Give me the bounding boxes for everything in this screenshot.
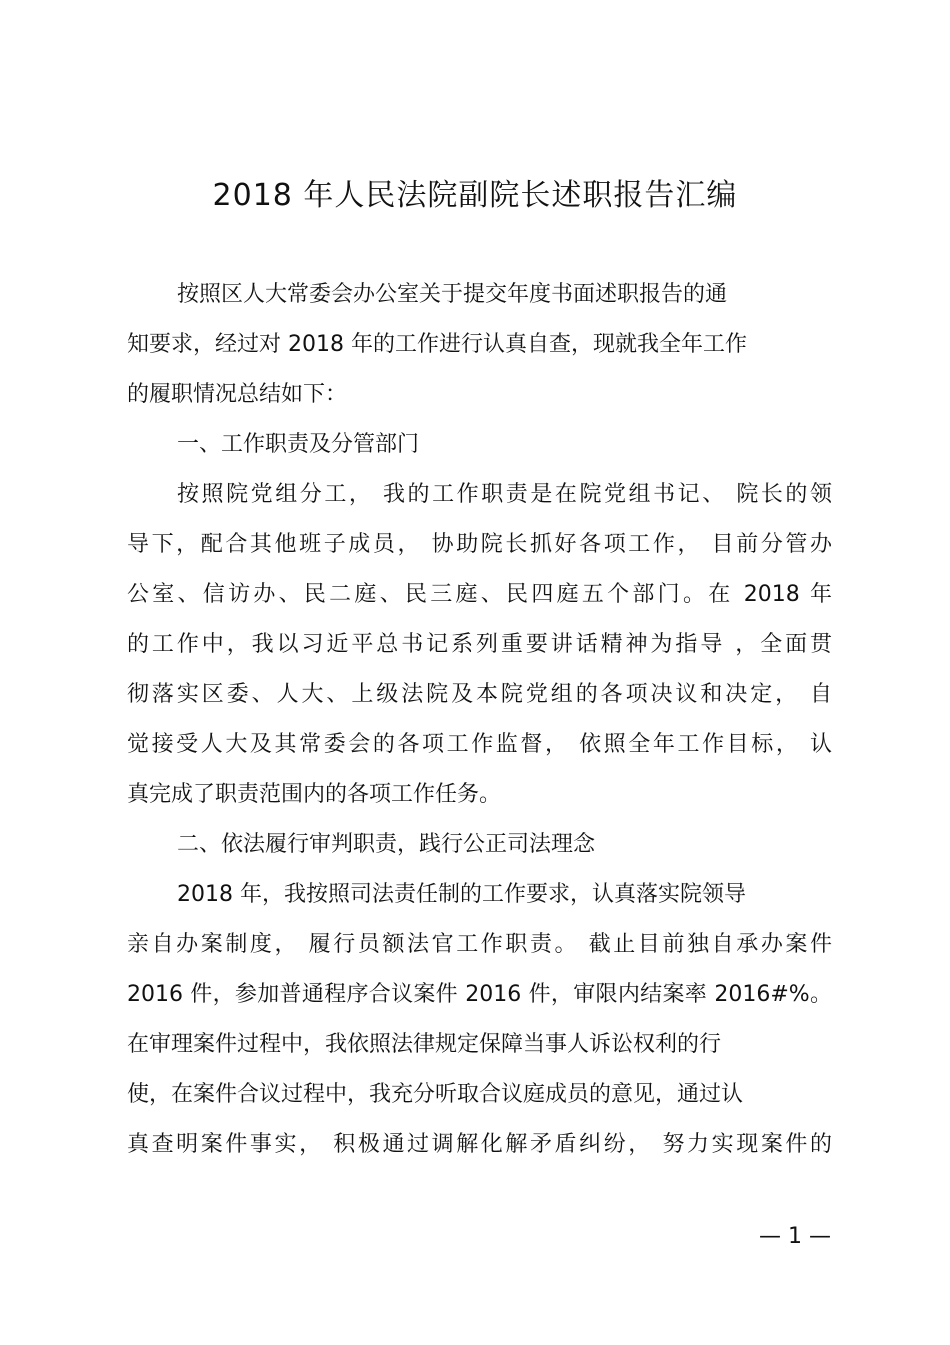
paragraph-line: 按照区人大常委会办公室关于提交年度书面述职报告的通 [177,282,728,307]
section-heading: 一、工作职责及分管部门 [177,432,420,457]
document-title: 2018 年人民法院副院长述职报告汇编 [212,178,738,213]
paragraph-line: 彻落实区委、人大、上级法院及本院党组的各项决议和决定， 自 [127,682,832,707]
paragraph-line: 的工作中，我以习近平总书记系列重要讲话精神为指导 ，全面贯 [127,632,832,657]
page-number: — 1 — [759,1224,831,1249]
paragraph-line: 公室、信访办、民二庭、民三庭、民四庭五个部门。在 2018 年 [127,582,832,607]
paragraph-line: 2018 年，我按照司法责任制的工作要求，认真落实院领导 [177,882,746,907]
paragraph-line: 知要求，经过对 2018 年的工作进行认真自查，现就我全年工作 [127,332,747,357]
paragraph-line: 2016 件，参加普通程序合议案件 2016 件，审限内结案率 2016#%。 [127,982,832,1007]
paragraph-line: 真查明案件事实， 积极通过调解化解矛盾纠纷， 努力实现案件的 [127,1132,832,1157]
paragraph-line: 在审理案件过程中，我依照法律规定保障当事人诉讼权利的行 [127,1032,722,1057]
paragraph-line: 亲自办案制度， 履行员额法官工作职责。 截止目前独自承办案件 [127,932,832,957]
section-heading: 二、依法履行审判职责，践行公正司法理念 [177,832,596,857]
paragraph-line: 按照院党组分工， 我的工作职责是在院党组书记、 院长的领 [177,482,832,507]
paragraph-line: 觉接受人大及其常委会的各项工作监督， 依照全年工作目标， 认 [127,732,832,757]
paragraph-line: 真完成了职责范围内的各项工作任务。 [127,782,502,807]
paragraph-line: 的履职情况总结如下： [127,382,348,407]
paragraph-line: 导下，配合其他班子成员， 协助院长抓好各项工作， 目前分管办 [127,532,832,557]
paragraph-line: 使，在案件合议过程中，我充分听取合议庭成员的意见，通过认 [127,1082,744,1107]
